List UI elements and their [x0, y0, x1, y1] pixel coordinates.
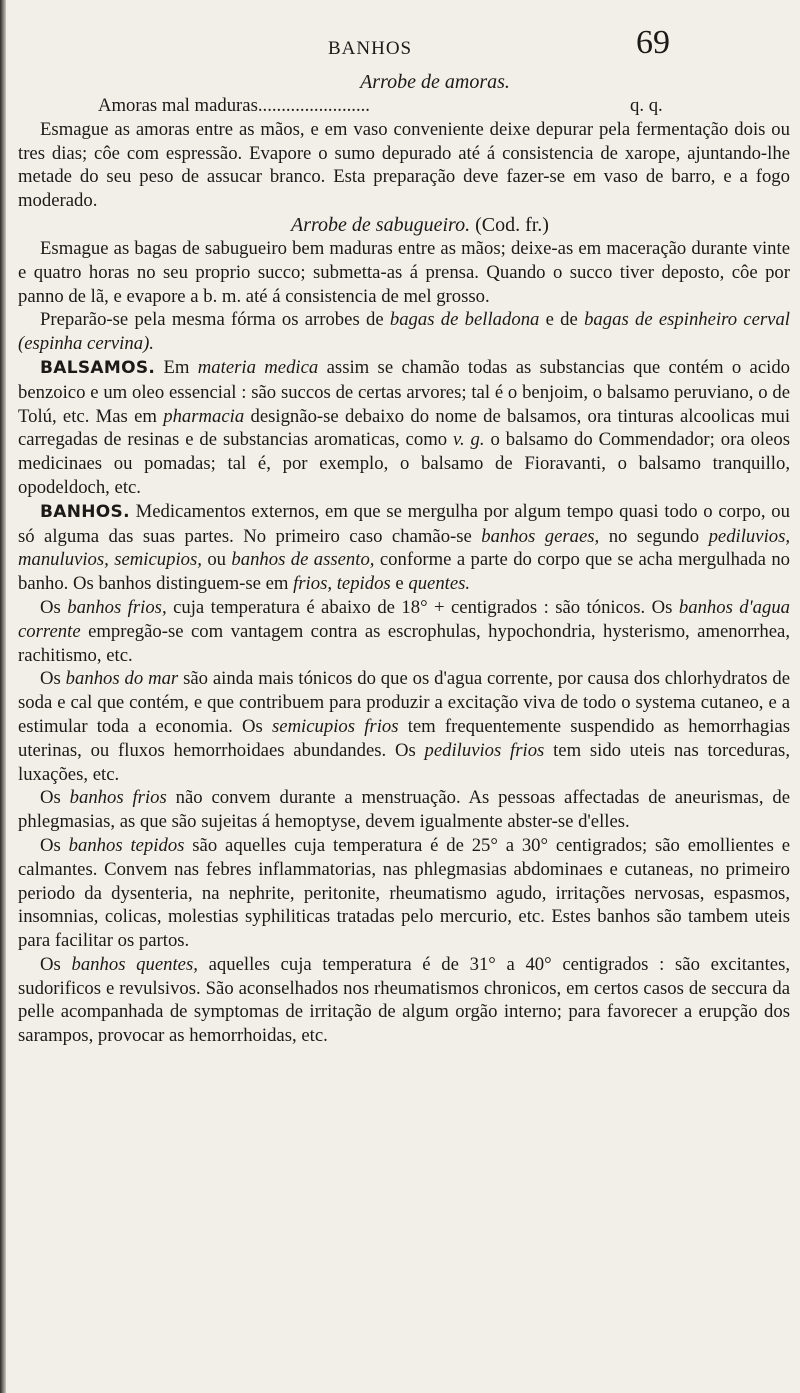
italic-run: banhos tepidos	[68, 834, 185, 856]
ingredient-name: Amoras mal maduras	[98, 95, 258, 116]
italic-run: frios, tepidos	[293, 573, 391, 595]
italic-run: pediluvios, manuluvios, semicupios,	[18, 525, 791, 571]
recipe-paragraph-other	[18, 308, 790, 356]
text-run: e	[395, 573, 404, 595]
italic-run: banhos do mar	[65, 668, 179, 690]
page-body	[18, 70, 790, 1048]
text-run: empregão-se com vantagem contra as escrophulas, hypochondria, hysterismo, amenorrhea, rachitismo, etc.	[18, 620, 791, 666]
italic-run: banhos d'agua corrente	[18, 596, 791, 642]
text-run: tem sido uteis nas torceduras, luxações, etc.	[18, 739, 790, 785]
italic-run: bagas de belladona	[389, 309, 540, 331]
italic-run: (espinha cervina).	[18, 333, 154, 355]
paragraph-banhos-tepidos	[18, 834, 790, 953]
ingredient-line	[18, 94, 790, 118]
paragraph-banhos-quentes	[18, 953, 790, 1048]
text-run: o balsamo do Commendador; ora oleos medicinaes ou pomadas; tal é, por exemplo, o balsamo de Fioravanti, o balsamo tranquillo, opodeldoch, etc.	[18, 429, 791, 498]
italic-run: banhos frios,	[67, 596, 167, 618]
recipe-title-amoras: Arrobe de amoras.	[360, 71, 510, 93]
paragraph-banhos-frios	[18, 596, 790, 667]
text-run: Medicamentos externos, em que se mergulha por algum tempo quasi todo o corpo, ou só alguma das suas partes. No primeiro caso chamão-se	[18, 500, 790, 547]
paragraph-menstruacao	[18, 786, 790, 834]
text-run: Os	[40, 668, 61, 690]
page-number: 69	[636, 24, 670, 61]
text-run: são aquelles cuja temperatura é de 25° a 30° centigrados; são emollientes e calmantes. Convem nas febres inflammatorias, nas phlegmasias abdominaes e cutaneas, no primeiro periodo da dysenteria, na nephrite, peritonite, rheumatismo agudo, irritações nervosas, espasmos, insomnias, colicas, molestias syphiliticas tratadas pelo mercurio, etc. Estes banhos são tambem uteis para facilitar os partos.	[18, 834, 791, 952]
ingredient-quantity: q. q.	[630, 95, 663, 116]
page-binding-shadow	[0, 0, 6, 1393]
recipe-paragraph-sabugueiro: Esmague as bagas de sabugueiro bem maduras entre as mãos; deixe-as em maceração durante vinte e quatro horas no seu proprio succo; submetta-as á prensa. Quando o succo tiver deposto, côe por panno de lã, e evapore a b. m. até á consistencia de mel grosso.	[18, 237, 790, 307]
text-run: e de	[545, 309, 578, 331]
text-run: Os	[40, 787, 61, 809]
text-run: assim se chamão todas as substancias que contém o acido benzoico e um oleo essencial : são succos de certas arvores; tal é o benjoim, o balsamo peruviano, o de Tolú, etc. Mas em	[18, 356, 791, 427]
italic-run: pharmacia	[163, 405, 245, 427]
recipe-title-ref: (Cod. fr.)	[475, 213, 549, 236]
italic-run: banhos frios	[69, 787, 167, 809]
text-run: tem frequentemente suspendido as hemorrhagias uterinas, ou fluxos hemorrhoidaes abundandes. Os	[18, 715, 791, 761]
text-run: não convem durante a menstruação. As pessoas affectadas de aneurismas, de phlegmasias, as que são sujeitas á hemoptyse, devem igualmente abster-se d'elles.	[18, 787, 790, 833]
entry-term: BANHOS.	[40, 501, 130, 522]
italic-run: banhos quentes,	[71, 953, 198, 975]
entry-banhos	[18, 500, 790, 596]
text-run: designão-se debaixo do nome de balsamos, ora tinturas alcoolicas mui carregadas de resinas e de substancias aromaticas, como	[18, 405, 791, 451]
text-run: Em	[163, 356, 190, 378]
italic-run: banhos de assento,	[231, 549, 375, 571]
recipe-title-text: Arrobe de sabugueiro.	[291, 213, 471, 236]
text-run: cuja temperatura é abaixo de 18° + centigrados : são tónicos. Os	[173, 596, 673, 618]
dot-leader: ........................	[257, 95, 370, 116]
text-run: Preparão-se pela mesma fórma os arrobes de	[40, 309, 384, 331]
text-run: aquelles cuja temperatura é de 31° a 40° centigrados : são excitantes, sudorificos e revulsivos. São aconselhados nos rheumatismos chronicos, em certos casos de seccura da pelle acompanhada de symptomas de irritação de algum orgão interno; para favorecer a erupção dos sarampos, provocar as hemorrhoidas, etc.	[18, 953, 791, 1047]
page-header	[0, 18, 800, 68]
recipe-title-sabugueiro	[18, 213, 790, 237]
text-run: no segundo	[608, 525, 700, 547]
italic-run: pediluvios frios	[424, 739, 545, 761]
text-run: ou	[207, 549, 226, 571]
running-head: BANHOS	[328, 38, 413, 59]
italic-run: bagas de espinheiro cerval	[584, 309, 790, 331]
recipe-paragraph-amoras: Esmague as amoras entre as mãos, e em vaso conveniente deixe depurar pela fermentação dois ou tres dias; côe com espressão. Evapore o sumo depurado até á consistencia de xarope, ajuntando-lhe metade do seu peso de assucar branco. Esta preparação deve fazer-se em vaso de barro, e a fogo moderado.	[18, 118, 790, 212]
text-run: Os	[40, 834, 61, 856]
italic-run: banhos geraes,	[481, 525, 600, 547]
italic-run: semicupios frios	[272, 715, 399, 737]
text-run: conforme a parte do corpo que se acha mergulhada no banho. Os banhos distinguem-se em	[18, 549, 791, 595]
italic-run: v. g.	[453, 429, 485, 451]
paragraph-banhos-mar	[18, 667, 790, 786]
text-run: Os	[40, 953, 61, 975]
entry-term: BALSAMOS.	[40, 357, 156, 378]
entry-balsamos	[18, 356, 790, 500]
text-run: Os	[40, 596, 61, 618]
italic-run: materia medica	[197, 356, 319, 378]
text-run: são ainda mais tónicos do que os d'agua corrente, por causa dos chlorhydratos de soda e cal que contém, e que contribuem para produzir a excitação viva de todo o systema cutaneo, e a estimular toda a economia. Os	[18, 668, 791, 737]
italic-run: quentes.	[408, 573, 471, 595]
